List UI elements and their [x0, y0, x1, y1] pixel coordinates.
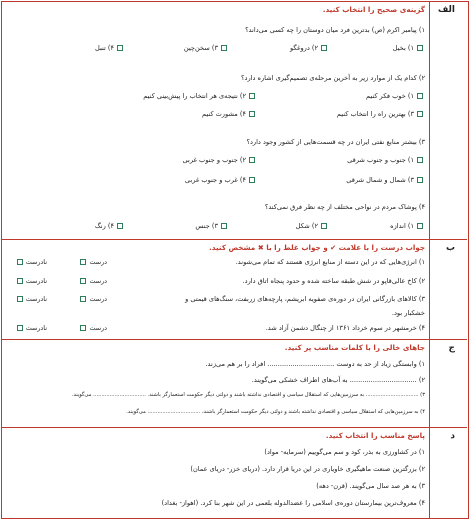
false-option[interactable]: نادرست: [17, 258, 47, 266]
option-1[interactable]: ۱) بخیل: [393, 44, 423, 52]
choice-item: ۲) بزرگترین صنعت ماهیگیری خاویاری در این دریا قرار دارد. (دریای خزر- دریای عمان): [190, 465, 425, 473]
statement-continued: خشکبار بود.: [391, 309, 425, 317]
section-d-letter-column: [429, 428, 467, 518]
section-c-letter-column: [429, 340, 467, 427]
false-option[interactable]: نادرست: [17, 295, 47, 303]
section-heading: پاسخ مناسب را انتخاب کنید.: [325, 431, 425, 440]
statement: ۱) انرژی‌هایی که در این دسته از منابع انرژی هستند که تمام می‌شوند.: [235, 258, 425, 266]
checkbox[interactable]: [417, 111, 423, 117]
section-heading: گزینه‌ی صحیح را انتخاب کنید.: [322, 5, 425, 14]
checkbox[interactable]: [17, 278, 23, 284]
section-heading: جواب درست را با علامت ✔ و جواب غلط را با ✖ مشخص کنید.: [209, 243, 425, 252]
checkbox[interactable]: [321, 223, 327, 229]
worksheet-page: [1, 1, 469, 519]
option-4[interactable]: ۴) رنگ: [95, 222, 123, 230]
checkbox[interactable]: [417, 45, 423, 51]
choice-item: ۱) در کشاورزی به بذر، کود و سم می‌گوییم (سرمایه- مواد): [264, 448, 425, 456]
checkbox[interactable]: [321, 45, 327, 51]
checkbox[interactable]: [417, 157, 423, 163]
false-option[interactable]: نادرست: [17, 277, 47, 285]
statement: ۳) کالاهای بازرگانی ایران در دوره‌ی صفویه ابریشم، پارچه‌های زربفت، سنگ‌های قیمتی و: [185, 295, 425, 303]
fill-blank-item: ۲) ................................ به آب‌های اطراف خشکی می‌گویند.: [251, 376, 425, 384]
option-4[interactable]: ۴) تنبل: [95, 44, 123, 52]
option-3[interactable]: ۳) سخن‌چین: [184, 44, 227, 52]
section-letter: ب: [445, 243, 455, 253]
question-text: ۴) پوشاک مردم در نواحی مختلف از چه نظر فرق نمی‌کند؟: [264, 203, 425, 211]
section-letter: ج: [448, 343, 455, 353]
option-2[interactable]: ۲) جنوب و جنوب غربی: [183, 156, 255, 164]
option-1[interactable]: ۱) جنوب و جنوب شرقی: [347, 156, 423, 164]
checkbox[interactable]: [249, 93, 255, 99]
true-option[interactable]: درست: [80, 324, 107, 332]
choice-item: ۴) معروف‌ترین بیمارستان دوره‌ی اسلامی را عضدالدوله بلعمی در این شهر بنا کرد. (اهواز- بغداد): [161, 499, 425, 507]
question-text: ۱) پیامبر اکرم (ص) بدترین فرد میان دوستان را چه کسی می‌داند؟: [245, 26, 425, 34]
section-a: [2, 2, 467, 240]
checkbox[interactable]: [417, 93, 423, 99]
fill-blank-item: ۱) وابستگی زیاد از حد به دوست ................................ افراد را بر هم می‌زند.: [205, 360, 425, 368]
true-option[interactable]: درست: [80, 277, 107, 285]
checkbox[interactable]: [417, 177, 423, 183]
checkbox[interactable]: [17, 325, 23, 331]
question-text: ۲) کدام یک از موارد زیر به آخرین مرحله‌ی تصمیم‌گیری اشاره دارد؟: [241, 74, 425, 82]
checkbox[interactable]: [17, 296, 23, 302]
statement: ۲) کاخ عالی‌قاپو در شش طبقه ساخته شده و حدود پنجاه اتاق دارد.: [242, 277, 425, 285]
fill-blank-item: ۴) به سرزمین‌هایی که استقلال سیاسی و اقتصادی نداشته باشند و دولتی دیگر حکومت استعمارگر باشند، ................................ می‌گویند.: [126, 409, 425, 415]
checkbox[interactable]: [80, 325, 86, 331]
checkbox[interactable]: [80, 296, 86, 302]
option-2[interactable]: ۲) نتیجه‌ی هر انتخاب را پیش‌بینی کنیم: [143, 92, 255, 100]
true-option[interactable]: درست: [80, 258, 107, 266]
option-1[interactable]: ۱) خوب فکر کنیم: [366, 92, 423, 100]
option-4[interactable]: ۴) مشورت کنیم: [202, 110, 255, 118]
checkbox[interactable]: [17, 259, 23, 265]
false-option[interactable]: نادرست: [17, 324, 47, 332]
option-2[interactable]: ۲) دروغگو: [290, 44, 327, 52]
section-heading: جاهای خالی را با کلمات مناسب پر کنید.: [284, 343, 425, 352]
question-text: ۳) بیشتر منابع نفتی ایران در چه قسمت‌هایی از کشور وجود دارد؟: [246, 138, 425, 146]
section-letter: الف: [437, 5, 455, 15]
checkbox[interactable]: [249, 157, 255, 163]
checkbox[interactable]: [249, 177, 255, 183]
checkbox[interactable]: [249, 111, 255, 117]
section-d: [2, 428, 467, 518]
option-1[interactable]: ۱) اندازه: [390, 222, 423, 230]
option-3[interactable]: ۳) بهترین راه را انتخاب کنیم: [337, 110, 423, 118]
option-2[interactable]: ۲) شکل: [296, 222, 327, 230]
statement: ۴) خرمشهر در سوم خرداد ۱۳۶۱ از چنگال دشمن آزاد شد.: [265, 324, 425, 332]
option-4[interactable]: ۴) غرب و جنوب غربی: [185, 176, 255, 184]
option-3[interactable]: ۳) شمال و شمال شرقی: [346, 176, 423, 184]
section-letter: د: [450, 431, 455, 441]
section-b: [2, 240, 467, 340]
option-3[interactable]: ۳) جنس: [195, 222, 227, 230]
section-b-letter-column: [429, 240, 467, 339]
choice-item: ۳) به هر صد سال می‌گویند. (قرن- دهه): [316, 482, 425, 490]
section-c: [2, 340, 467, 428]
checkbox[interactable]: [221, 45, 227, 51]
checkbox[interactable]: [80, 278, 86, 284]
section-a-letter-column: [429, 2, 467, 239]
checkbox[interactable]: [80, 259, 86, 265]
checkbox[interactable]: [221, 223, 227, 229]
fill-blank-item: ۳) ................................ به سرزمین‌هایی که استقلال سیاسی و اقتصادی نداشته باشند و دولتی دیگر حکومت استعمارگر باشند. ................................ می‌گویند.: [71, 392, 425, 398]
checkbox[interactable]: [117, 45, 123, 51]
true-option[interactable]: درست: [80, 295, 107, 303]
checkbox[interactable]: [417, 223, 423, 229]
checkbox[interactable]: [117, 223, 123, 229]
